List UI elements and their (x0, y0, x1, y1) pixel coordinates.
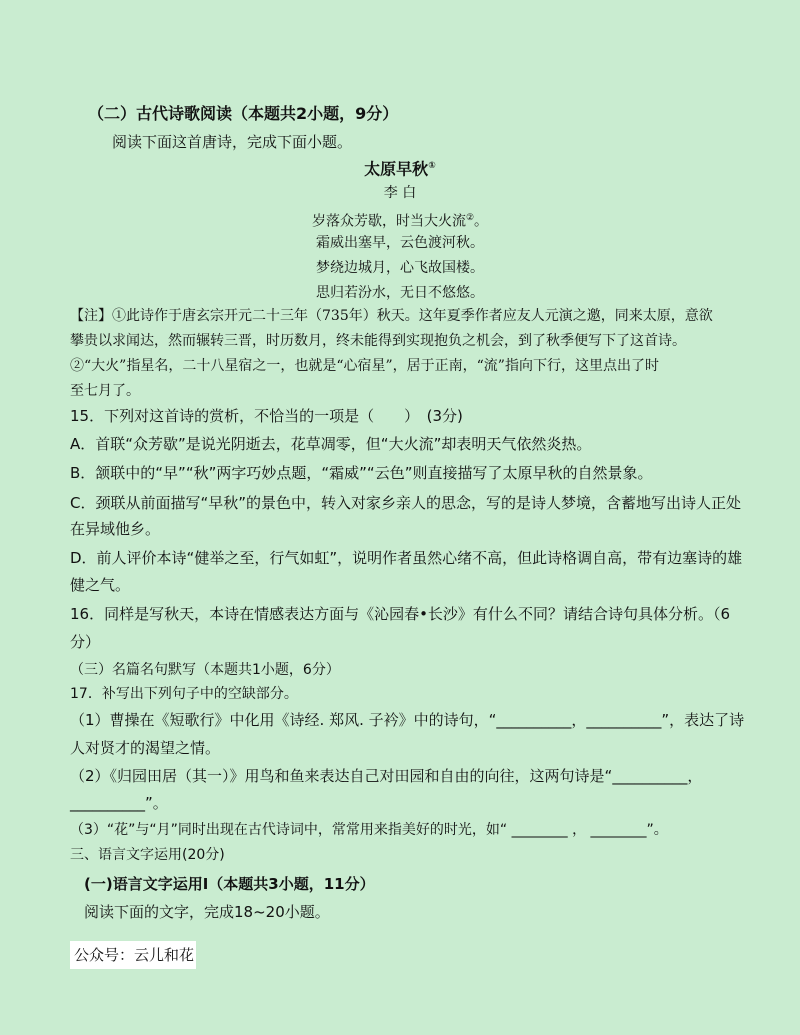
question-15-option-b: B．颔联中的“早”“秋”两字巧妙点题，“霜威”“云色”则直接描写了太原早秋的自然景象。 (70, 464, 653, 482)
poem-line: 梦绕边城月，心飞故国楼。 (316, 260, 484, 276)
question-17-item-3: （3）“花”与“月”同时出现在古代诗词中，常常用来指美好的时光，如“ ________ ， ________”。 (70, 822, 668, 838)
question-15-stem: 15．下列对这首诗的赏析，不恰当的一项是（ ） (3分) (70, 407, 463, 425)
poem-line-footnote: ② (465, 213, 475, 223)
poem-line: 霜威出塞早，云色渡河秋。 (316, 235, 484, 251)
question-17-item-2: （2）《归园田居（其一）》用鸟和鱼来表达自己对田园和自由的向往，这两句诗是“__________， (70, 767, 703, 785)
poem-line-end: 。 (474, 213, 489, 230)
question-15-option-c: C．颈联从前面描写“早秋”的景色中，转入对家乡亲人的思念，写的是诗人梦境，含蓄地写出诗人正处 (70, 494, 742, 512)
poem-author: 李 白 (383, 185, 417, 201)
section-title: （二）古代诗歌阅读（本题共2小题，9分） (88, 104, 399, 123)
question-17-item-2-cont: __________”。 (70, 794, 168, 812)
poem-line: 思归若汾水，无日不悠悠。 (316, 285, 484, 301)
subsection-intro: 阅读下面的文字，完成18~20小题。 (84, 903, 330, 921)
section-intro: 阅读下面这首唐诗，完成下面小题。 (112, 133, 353, 151)
question-17-item-1-cont: 人对贤才的渴望之情。 (70, 739, 221, 757)
section-title: （三）名篇名句默写（本题共1小题，6分） (70, 662, 340, 678)
poem-title (0, 156, 800, 179)
question-15-option-d-cont: 健之气。 (70, 576, 131, 594)
footnote-line: 至七月了。 (70, 383, 140, 399)
question-16-cont: 分） (70, 633, 101, 651)
poem-title-footnote: ① (428, 161, 436, 171)
question-17-stem: 17．补写出下列句子中的空缺部分。 (70, 686, 298, 702)
question-17-item-1: （1）曹操在《短歌行》中化用《诗经. 郑风. 子衿》中的诗句，“__________，__________”，表达了诗 (70, 711, 745, 729)
question-15-option-c-cont: 在异域他乡。 (70, 520, 161, 538)
footnote-line: 攀贵以求闻达，然而辗转三晋，时历数月，终未能得到实现抱负之机会，到了秋季便写下了这首诗。 (70, 333, 686, 349)
poem-title-text: 太原早秋 (364, 159, 429, 179)
watermark-label: 公众号：云儿和花 (70, 941, 196, 969)
footnote-line: 【注】①此诗作于唐玄宗开元二十三年（735年）秋天。这年夏季作者应友人元演之邀，同来太原，意欲 (70, 308, 713, 324)
poem-line-text: 岁落众芳歇，时当大火流 (311, 213, 466, 230)
poem-line (0, 208, 800, 232)
question-15-option-d: D．前人评价本诗“健举之至，行气如虹”，说明作者虽然心绪不高，但此诗格调自高，带有边塞诗的雄 (70, 549, 743, 567)
subsection-title: (一)语言文字运用Ⅰ（本题共3小题，11分） (84, 875, 375, 893)
footnote-line: ②“大火”指星名，二十八星宿之一，也就是“心宿星”，居于正南，“流”指向下行，这里点出了时 (70, 358, 659, 374)
part-title: 三、语言文字运用(20分) (70, 847, 225, 863)
question-15-option-a: A．首联“众芳歇”是说光阴逝去，花草凋零，但“大火流”却表明天气依然炎热。 (70, 435, 592, 453)
question-16: 16．同样是写秋天，本诗在情感表达方面与《沁园春•长沙》有什么不同？请结合诗句具体分析。（6 (70, 605, 730, 623)
